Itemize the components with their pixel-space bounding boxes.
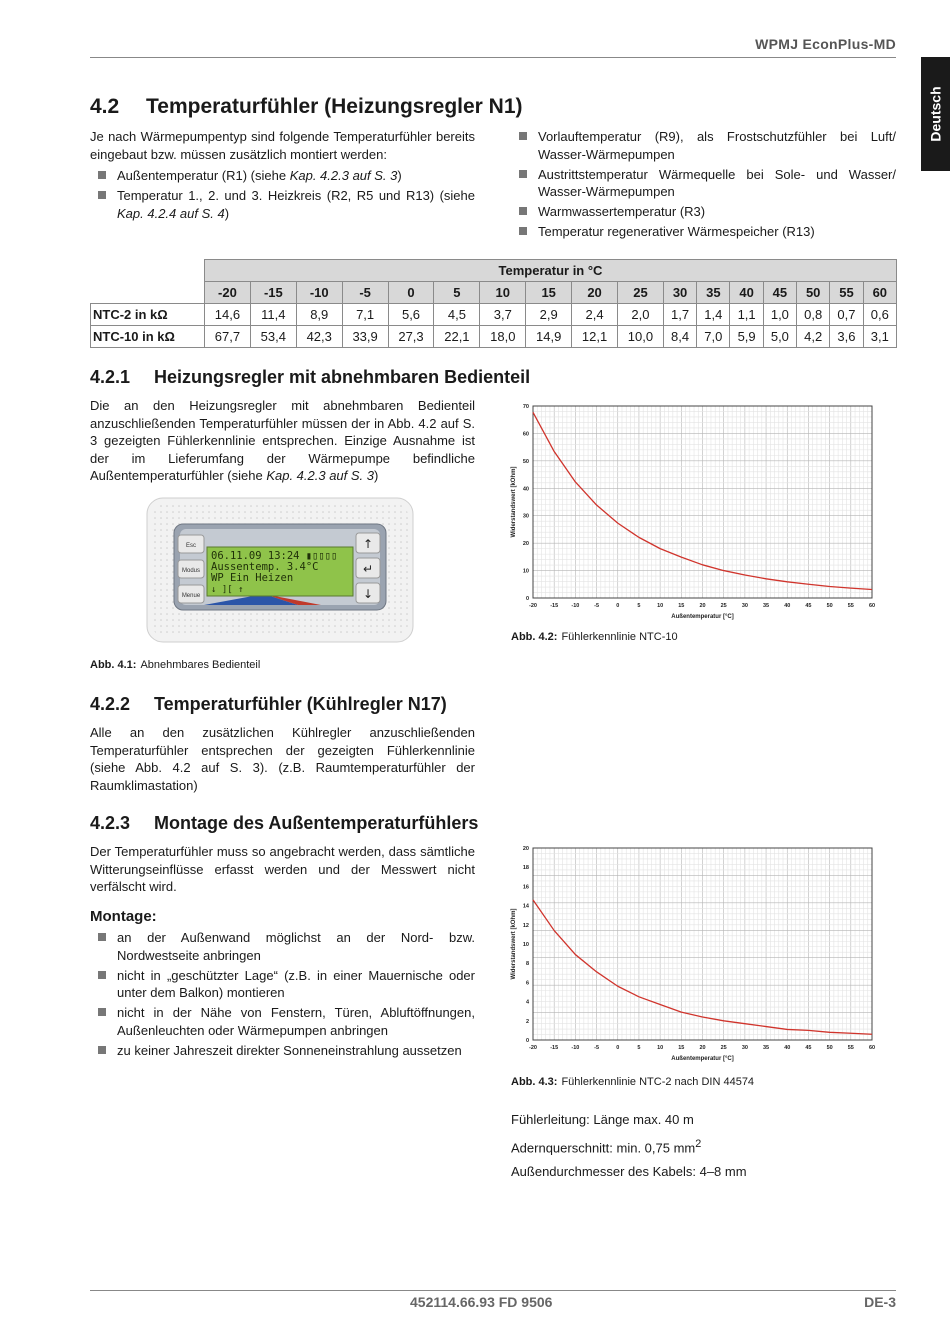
table-cell: 0,8	[797, 304, 830, 326]
table-header: Temperatur in °C	[205, 260, 897, 282]
y-tick-label: 16	[522, 884, 529, 891]
language-tab-label: Deutsch	[927, 86, 944, 142]
table-column-header: 45	[763, 282, 796, 304]
table-cell: 3,1	[863, 326, 896, 348]
footer-divider	[90, 1290, 896, 1291]
y-tick-label: 20	[522, 541, 529, 548]
list-item: nicht in „geschützter Lage“ (z.B. in einer Mauernische oder unter dem Balkon) montieren	[90, 967, 475, 1002]
table-cell: 3,6	[830, 326, 863, 348]
subsection-number: 4.2.1	[90, 367, 131, 387]
subsection-title: Temperaturfühler (Kühlregler N17)	[154, 694, 447, 714]
subsection-heading-4-2-1	[90, 367, 530, 388]
sensor-list-left	[90, 167, 475, 222]
x-tick-label: 10	[657, 603, 664, 609]
figure-caption-4-1: Abb. 4.1: Abnehmbares Bedienteil	[90, 659, 261, 671]
sensor-list-right-column	[511, 128, 896, 243]
x-tick-label: -10	[571, 1045, 580, 1051]
x-tick-label: 45	[805, 603, 812, 609]
subsection-text-4-2-2: Alle an den zusätzlichen Kühlregler anzuschließenden Temperaturfühler entsprechen der gezeigten Fühlerkennlinie (siehe Abb. 4.2 auf S. 3). (z.B. Raumtemperaturfühler der Raumklimastation)	[90, 725, 475, 793]
y-tick-label: 50	[522, 458, 529, 465]
y-tick-label: 8	[525, 961, 529, 968]
x-tick-label: 0	[616, 1045, 620, 1051]
y-axis-label: Widerstandswert [kOhm]	[511, 466, 517, 538]
table-corner	[91, 282, 205, 304]
list-item: zu keiner Jahreszeit direkter Sonneneinstrahlung aussetzen	[90, 1042, 475, 1060]
y-tick-label: 14	[522, 903, 529, 910]
montage-heading: Montage:	[90, 908, 157, 925]
table-row	[91, 326, 897, 348]
y-tick-label: 2	[525, 1018, 529, 1025]
cross-reference: Kap. 4.2.4 auf S. 4	[117, 205, 225, 221]
table-column-header: 40	[730, 282, 763, 304]
ntc10-chart	[506, 398, 886, 626]
x-tick-label: -15	[550, 603, 559, 609]
table-column-header: 10	[480, 282, 526, 304]
montage-list	[90, 929, 475, 1062]
list-item: nicht in der Nähe von Fenstern, Türen, Abluftöffnungen, Außenleuchten oder Wärmepumpen anbringen	[90, 1004, 475, 1039]
table-column-header: -5	[342, 282, 388, 304]
subsection-title: Montage des Außentemperaturfühlers	[154, 813, 479, 833]
x-tick-label: 50	[826, 603, 833, 609]
table-cell: 14,9	[526, 326, 572, 348]
table-cell: 2,4	[572, 304, 618, 326]
table-cell: 2,9	[526, 304, 572, 326]
x-tick-label: -5	[594, 1045, 600, 1051]
table-column-header: 15	[526, 282, 572, 304]
spec-line-cross-section: Adernquerschnitt: min. 0,75 $mm^2$	[511, 1138, 702, 1156]
table-cell: 5,0	[763, 326, 796, 348]
x-tick-label: -15	[550, 1045, 559, 1051]
ntc2-chart	[506, 840, 886, 1068]
y-tick-label: 10	[522, 942, 529, 948]
table-cell: 5,6	[388, 304, 434, 326]
y-tick-label: 0	[525, 1038, 529, 1044]
x-tick-label: 45	[805, 1045, 812, 1051]
table-cell: 1,0	[763, 304, 796, 326]
table-corner	[91, 260, 205, 282]
y-tick-label: 12	[522, 922, 529, 929]
subsection-number: 4.2.2	[90, 694, 131, 714]
table-cell: 1,7	[663, 304, 696, 326]
section-title: Temperaturfühler (Heizungsregler N1)	[146, 95, 523, 118]
x-tick-label: 55	[847, 603, 854, 609]
table-cell: 2,0	[618, 304, 664, 326]
section-number: 4.2	[90, 95, 120, 118]
spec-line-length: Fühlerleitung: Länge max. 40 m	[511, 1112, 694, 1127]
enter-icon: ↵	[362, 562, 374, 576]
table-cell: 1,4	[697, 304, 730, 326]
table-cell: 14,6	[205, 304, 251, 326]
table-cell: 7,0	[697, 326, 730, 348]
x-tick-label: 25	[720, 603, 727, 609]
y-tick-label: 20	[522, 846, 529, 852]
table-cell: 1,1	[730, 304, 763, 326]
table-column-header: -10	[296, 282, 342, 304]
y-axis-label: Widerstandswert [kOhm]	[511, 908, 517, 980]
table-column-header: -20	[205, 282, 251, 304]
table-cell: 12,1	[572, 326, 618, 348]
list-item: Temperatur regenerativer Wärmespeicher (R13)	[511, 223, 896, 241]
y-tick-label: 30	[522, 513, 529, 520]
section-heading	[90, 95, 523, 119]
subsection-heading-4-2-2	[90, 694, 447, 715]
table-column-header: 50	[797, 282, 830, 304]
table-column-header: 5	[434, 282, 480, 304]
y-tick-label: 70	[522, 404, 529, 410]
table-cell: 27,3	[388, 326, 434, 348]
y-tick-label: 10	[522, 568, 529, 575]
x-tick-label: -10	[571, 603, 580, 609]
table-cell: 11,4	[250, 304, 296, 326]
x-tick-label: 20	[699, 603, 706, 609]
table-cell: 5,9	[730, 326, 763, 348]
list-item: an der Außenwand möglichst an der Nord- bzw. Nordwestseite anbringen	[90, 929, 475, 964]
x-tick-label: 15	[678, 1045, 685, 1051]
table-column-header: 55	[830, 282, 863, 304]
list-item: Warmwassertemperatur (R3)	[511, 203, 896, 221]
x-tick-label: 30	[741, 1045, 748, 1051]
display-line-1: 06.11.09 13:24 ▮▯▯▯▯	[211, 550, 338, 562]
table-cell: 3,7	[480, 304, 526, 326]
subsection-number: 4.2.3	[90, 813, 131, 833]
table-cell: 4,5	[434, 304, 480, 326]
table-cell: 22,1	[434, 326, 480, 348]
controller-device-drawing	[146, 497, 414, 643]
menu-button-label: Menue	[181, 593, 201, 599]
table-cell: 8,9	[296, 304, 342, 326]
table-cell: 53,4	[250, 326, 296, 348]
y-tick-label: 40	[522, 486, 529, 493]
x-tick-label: 60	[868, 603, 876, 609]
table-cell: 0,7	[830, 304, 863, 326]
x-tick-label: 0	[616, 603, 620, 609]
table-column-header: 20	[572, 282, 618, 304]
table-cell: 33,9	[342, 326, 388, 348]
subsection-text-4-2-3: Der Temperaturfühler muss so angebracht werden, dass sämtliche Witterungseinflüsse erfasst werden und der Messwert nicht verfälscht wird.	[90, 844, 475, 894]
cross-reference: Kap. 4.2.3 auf S. 3	[266, 468, 375, 483]
table-column-header: 0	[388, 282, 434, 304]
list-item: Vorlauftemperatur (R9), als Frostschutzfühler bei Luft/ Wasser-Wärmepumpen	[511, 128, 896, 163]
table-column-header: -15	[250, 282, 296, 304]
x-tick-label: 35	[763, 603, 770, 609]
table-cell: 42,3	[296, 326, 342, 348]
resistance-table-wrapper	[90, 259, 897, 348]
x-tick-label: 40	[784, 1045, 791, 1051]
x-tick-label: 60	[868, 1045, 876, 1051]
list-item: Austrittstemperatur Wärmequelle bei Sole- und Wasser/ Wasser-Wärmepumpen	[511, 166, 896, 201]
spec-line-diameter: Außendurchmesser des Kabels: 4–8 mm	[511, 1164, 747, 1180]
subsection-title: Heizungsregler mit abnehmbaren Bedienteil	[154, 367, 531, 387]
x-tick-label: 10	[657, 1045, 664, 1051]
x-tick-label: 50	[826, 1045, 833, 1051]
table-cell: 10,0	[618, 326, 664, 348]
y-tick-label: 0	[525, 596, 529, 602]
subsection-text-4-2-1: Die an den Heizungsregler mit abnehmbaren Bedienteil anzuschließenden Temperaturfühler müssen der in Abb. 4.2 auf S. 3 gezeigten Fühlerkennlinie entsprechen. Einzige Ausnahme ist der im Lieferumfang der Wärmepumpe befindliche Außentemperaturfühler (siehe Kap. 4.2.3 auf S. 3)	[90, 398, 475, 483]
table-row	[91, 304, 897, 326]
x-axis-label: Außentemperatur [°C]	[671, 1056, 734, 1062]
footer-page-number: DE-3	[864, 1294, 896, 1310]
figure-caption-4-3: Abb. 4.3: Fühlerkennlinie NTC-2 nach DIN 44574	[511, 1076, 755, 1088]
y-tick-label: 6	[525, 980, 529, 987]
header-divider	[90, 57, 896, 58]
x-tick-label: 35	[763, 1045, 770, 1051]
footer-document-code: 452114.66.93 FD 9506	[410, 1294, 553, 1310]
x-tick-label: 5	[637, 1045, 641, 1051]
subsection-heading-4-2-3	[90, 813, 478, 834]
up-arrow-icon: ↑	[362, 537, 374, 551]
x-tick-label: 20	[699, 1045, 706, 1051]
x-tick-label: 5	[637, 603, 641, 609]
section-intro-text: Je nach Wärmepumpentyp sind folgende Temperaturfühler bereits eingebaut bzw. müssen zusätzlich montiert werden:	[90, 129, 475, 162]
table-row-label: NTC-10 in kΩ	[91, 326, 205, 348]
cable-specs	[511, 1108, 747, 1184]
cross-reference: Kap. 4.2.3 auf S. 3	[289, 168, 398, 183]
table-cell: 8,4	[663, 326, 696, 348]
y-tick-label: 4	[525, 999, 529, 1006]
x-tick-label: 15	[678, 603, 685, 609]
down-arrow-icon: ↓	[362, 587, 374, 601]
mode-button-label: Modus	[181, 568, 201, 574]
section-intro-column	[90, 128, 475, 225]
y-tick-label: 18	[522, 865, 529, 872]
table-column-header: 25	[618, 282, 664, 304]
y-tick-label: 60	[522, 431, 529, 438]
table-cell: 67,7	[205, 326, 251, 348]
table-cell: 18,0	[480, 326, 526, 348]
list-item: Temperatur 1., 2. und 3. Heizkreis (R2, R5 und R13) (siehe Kap. 4.2.4 auf S. 4)	[90, 187, 475, 222]
x-tick-label: 30	[741, 603, 748, 609]
sensor-list-right	[511, 128, 896, 241]
x-tick-label: -5	[594, 603, 600, 609]
esc-button-label: Esc	[185, 543, 197, 549]
document-header-title: WPMJ EconPlus-MD	[755, 36, 896, 52]
x-tick-label: 25	[720, 1045, 727, 1051]
x-tick-label: 55	[847, 1045, 854, 1051]
display-line-2: Aussentemp. 3.4°C	[211, 561, 319, 573]
figure-caption-4-2: Abb. 4.2: Fühlerkennlinie NTC-10	[511, 631, 678, 643]
table-cell: 4,2	[797, 326, 830, 348]
language-tab	[921, 57, 950, 171]
resistance-table	[90, 259, 897, 348]
table-cell: 0,6	[863, 304, 896, 326]
table-column-header: 35	[697, 282, 730, 304]
table-column-header: 30	[663, 282, 696, 304]
table-column-header: 60	[863, 282, 896, 304]
display-line-4: ↓ ][ ↑	[211, 585, 244, 595]
x-tick-label: -20	[529, 603, 537, 609]
x-tick-label: -20	[529, 1045, 537, 1051]
controller-device-image	[146, 497, 414, 643]
x-tick-label: 40	[784, 603, 791, 609]
table-row-label: NTC-2 in kΩ	[91, 304, 205, 326]
display-line-3: WP Ein Heizen	[211, 572, 294, 584]
table-cell: 7,1	[342, 304, 388, 326]
x-axis-label: Außentemperatur [°C]	[671, 614, 734, 620]
list-item: Außentemperatur (R1) (siehe Kap. 4.2.3 auf S. 3)	[90, 167, 475, 185]
